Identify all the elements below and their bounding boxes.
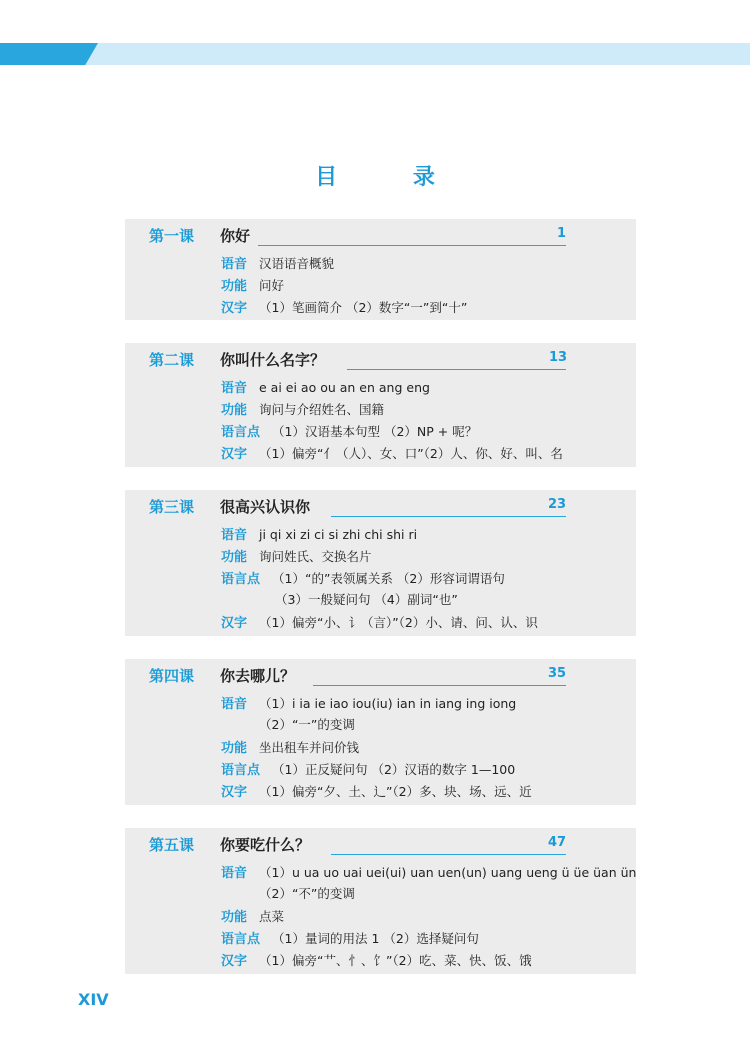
row-label: 汉字 (221, 954, 248, 969)
row-content: （1）汉语基本句型 （2）NP + 呢？ (272, 424, 478, 439)
row-label: 汉字 (221, 616, 248, 631)
row-pronunciation-continued (259, 715, 355, 735)
row-content: （1）偏旁“亻（人）、女、口”（2）人、你、好、叫、名 (259, 446, 563, 461)
lesson-number: 第五课 (149, 836, 195, 854)
row-content: 点菜 (259, 909, 285, 924)
row-label: 汉字 (221, 447, 248, 462)
row-characters (221, 950, 532, 970)
row-grammar (221, 421, 477, 441)
lesson-title: 你去哪儿？ (220, 667, 296, 685)
row-content: ji qi xi zi ci si zhi chi shi ri (259, 527, 418, 542)
row-pronunciation-continued (259, 884, 355, 904)
row-content: 汉语语音概貌 (259, 256, 335, 271)
row-label: 语音 (221, 528, 248, 543)
row-content: （3）一般疑问句 （4）副词“也” (275, 592, 458, 607)
lesson-number: 第四课 (149, 667, 195, 685)
leader-line (258, 245, 566, 246)
lesson-title: 你好 (220, 227, 251, 245)
row-function (221, 546, 372, 566)
lesson-3[interactable] (125, 490, 636, 636)
row-content: （1）偏旁“夕、土、辶”（2）多、块、场、远、近 (259, 784, 532, 799)
row-label: 语言点 (221, 932, 261, 947)
row-content: 坐出租车并问价钱 (259, 740, 360, 755)
lesson-title: 你要吃什么？ (220, 836, 311, 854)
lesson-number: 第一课 (149, 227, 195, 245)
row-label: 汉字 (221, 301, 248, 316)
leader-line (331, 854, 566, 855)
lesson-page: 35 (548, 666, 567, 681)
lesson-5[interactable] (125, 828, 636, 974)
leader-line (347, 369, 566, 370)
toc-title: 目 录 (315, 165, 469, 190)
row-pronunciation (221, 862, 636, 882)
row-pronunciation (221, 253, 334, 273)
row-content: （1）量词的用法 1 （2）选择疑问句 (272, 931, 479, 946)
row-content: （1）笔画简介 （2）数字“一”到“十” (259, 300, 468, 315)
row-content: （1）偏旁“小、讠（言）”（2）小、请、问、认、识 (259, 615, 538, 630)
lesson-number: 第二课 (149, 351, 195, 369)
row-label: 语言点 (221, 572, 261, 587)
row-label: 功能 (221, 910, 248, 925)
row-content: 问好 (259, 278, 285, 293)
row-pronunciation (221, 693, 516, 713)
lesson-2[interactable] (125, 343, 636, 467)
row-content: 询问与介绍姓名、国籍 (259, 402, 385, 417)
row-grammar (221, 928, 479, 948)
lesson-number: 第三课 (149, 498, 195, 516)
lesson-title: 很高兴认识你 (220, 498, 311, 516)
row-grammar (221, 568, 505, 588)
row-characters (221, 443, 563, 463)
row-characters (221, 297, 467, 317)
lesson-page: 47 (548, 835, 567, 850)
row-function (221, 275, 284, 295)
row-content: （1）“的”表领属关系 （2）形容词谓语句 (272, 571, 505, 586)
row-label: 语音 (221, 866, 248, 881)
row-label: 功能 (221, 403, 248, 418)
leader-line (313, 685, 566, 686)
row-label: 语言点 (221, 425, 261, 440)
lesson-1[interactable] (125, 219, 636, 320)
row-content: （1）正反疑问句 （2）汉语的数字 1—100 (272, 762, 516, 777)
row-pronunciation (221, 524, 417, 544)
row-pronunciation (221, 377, 430, 397)
lesson-title: 你叫什么名字？ (220, 351, 326, 369)
row-characters (221, 781, 532, 801)
row-label: 语言点 (221, 763, 261, 778)
row-label: 语音 (221, 697, 248, 712)
row-content: 询问姓氏、交换名片 (259, 549, 372, 564)
row-label: 语音 (221, 257, 248, 272)
lesson-page: 13 (549, 350, 568, 365)
row-label: 功能 (221, 279, 248, 294)
lesson-page: 1 (557, 226, 567, 241)
lesson-page: 23 (548, 497, 567, 512)
lesson-4[interactable] (125, 659, 636, 805)
leader-line (331, 516, 566, 517)
row-content: e ai ei ao ou an en ang eng (259, 380, 430, 395)
row-content: （2）“一”的变调 (259, 717, 355, 732)
row-label: 语音 (221, 381, 248, 396)
row-function (221, 906, 284, 926)
row-function (221, 399, 384, 419)
row-label: 功能 (221, 550, 248, 565)
row-content: （1）i ia ie iao iou(iu) ian in iang ing iong (259, 696, 517, 711)
row-grammar (221, 759, 515, 779)
row-function (221, 737, 359, 757)
row-characters (221, 612, 538, 632)
header-band (0, 43, 750, 65)
header-accent (0, 43, 98, 65)
row-label: 汉字 (221, 785, 248, 800)
row-content: （2）“不”的变调 (259, 886, 355, 901)
row-content: （1）偏旁“艹、忄、饣”（2）吃、菜、快、饭、饿 (259, 953, 532, 968)
row-label: 功能 (221, 741, 248, 756)
row-grammar-continued (275, 590, 458, 610)
row-content: （1）u ua uo uai uei(ui) uan uen(un) uang ueng ü üe üan ün (259, 865, 637, 880)
page-number: XIV (78, 990, 109, 1009)
